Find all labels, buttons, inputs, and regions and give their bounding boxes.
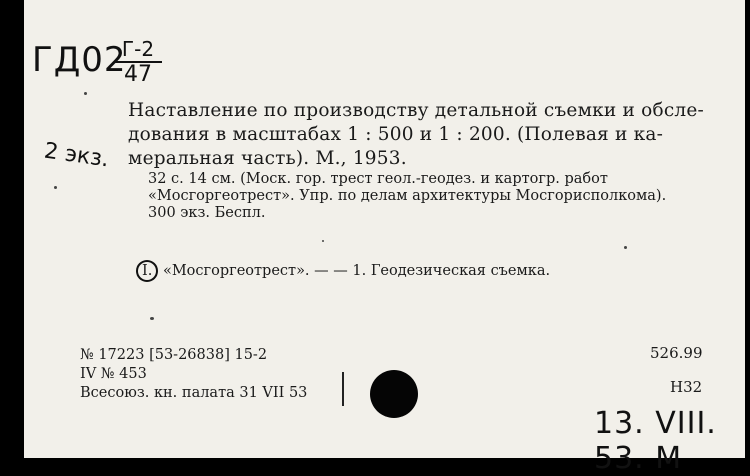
registration-line: № 17223 [53-26838] 15-2 [80,347,268,363]
subject-entry [136,260,550,282]
subject-text: «Мосгоргеотрест». — — 1. Геодезическая съемка. [162,263,551,279]
shelfmark: ГД02 [32,40,127,80]
registration-block [80,346,307,403]
dust-speck [150,317,154,320]
title-line: меральная часть). М., 1953. [128,148,407,169]
biblio-line: «Мосгоргеотрест». Упр. по делам архитектуры Мосгорисполкома). [148,188,667,204]
fraction-top: Г-2 [114,38,162,63]
pencil-mark [342,372,344,406]
title-line: дования в масштабах 1 : 500 и 1 : 200. (Полевая и ка- [128,124,664,145]
received-date: 13. VIII. 53. М [594,406,717,476]
registration-line: IV № 453 [80,366,147,382]
shelfmark-fraction [114,38,162,86]
scan-edge-left [0,0,24,461]
title-block [128,99,728,171]
biblio-line: 32 с. 14 см. (Моск. гор. трест геол.-геодез. и картогр. работ [148,171,608,187]
catalog-card [24,0,745,476]
subject-number-circled: I. [136,260,158,282]
registration-line: Всесоюз. кн. палата 31 VII 53 [80,385,308,401]
dust-speck [84,92,87,95]
dust-speck [624,246,627,249]
classification-code: Н32 [670,378,703,396]
udc-index: 526.99 [650,344,703,362]
fraction-bottom: 47 [124,62,152,87]
dust-speck [322,240,324,242]
copies-note: 2 экз. [42,138,111,173]
biblio-line: 300 экз. Беспл. [148,205,266,221]
dust-speck [54,186,57,189]
bibliographic-description [148,171,728,222]
title-line: Наставление по производству детальной съемки и обсле- [128,100,704,121]
punch-hole [370,370,418,418]
